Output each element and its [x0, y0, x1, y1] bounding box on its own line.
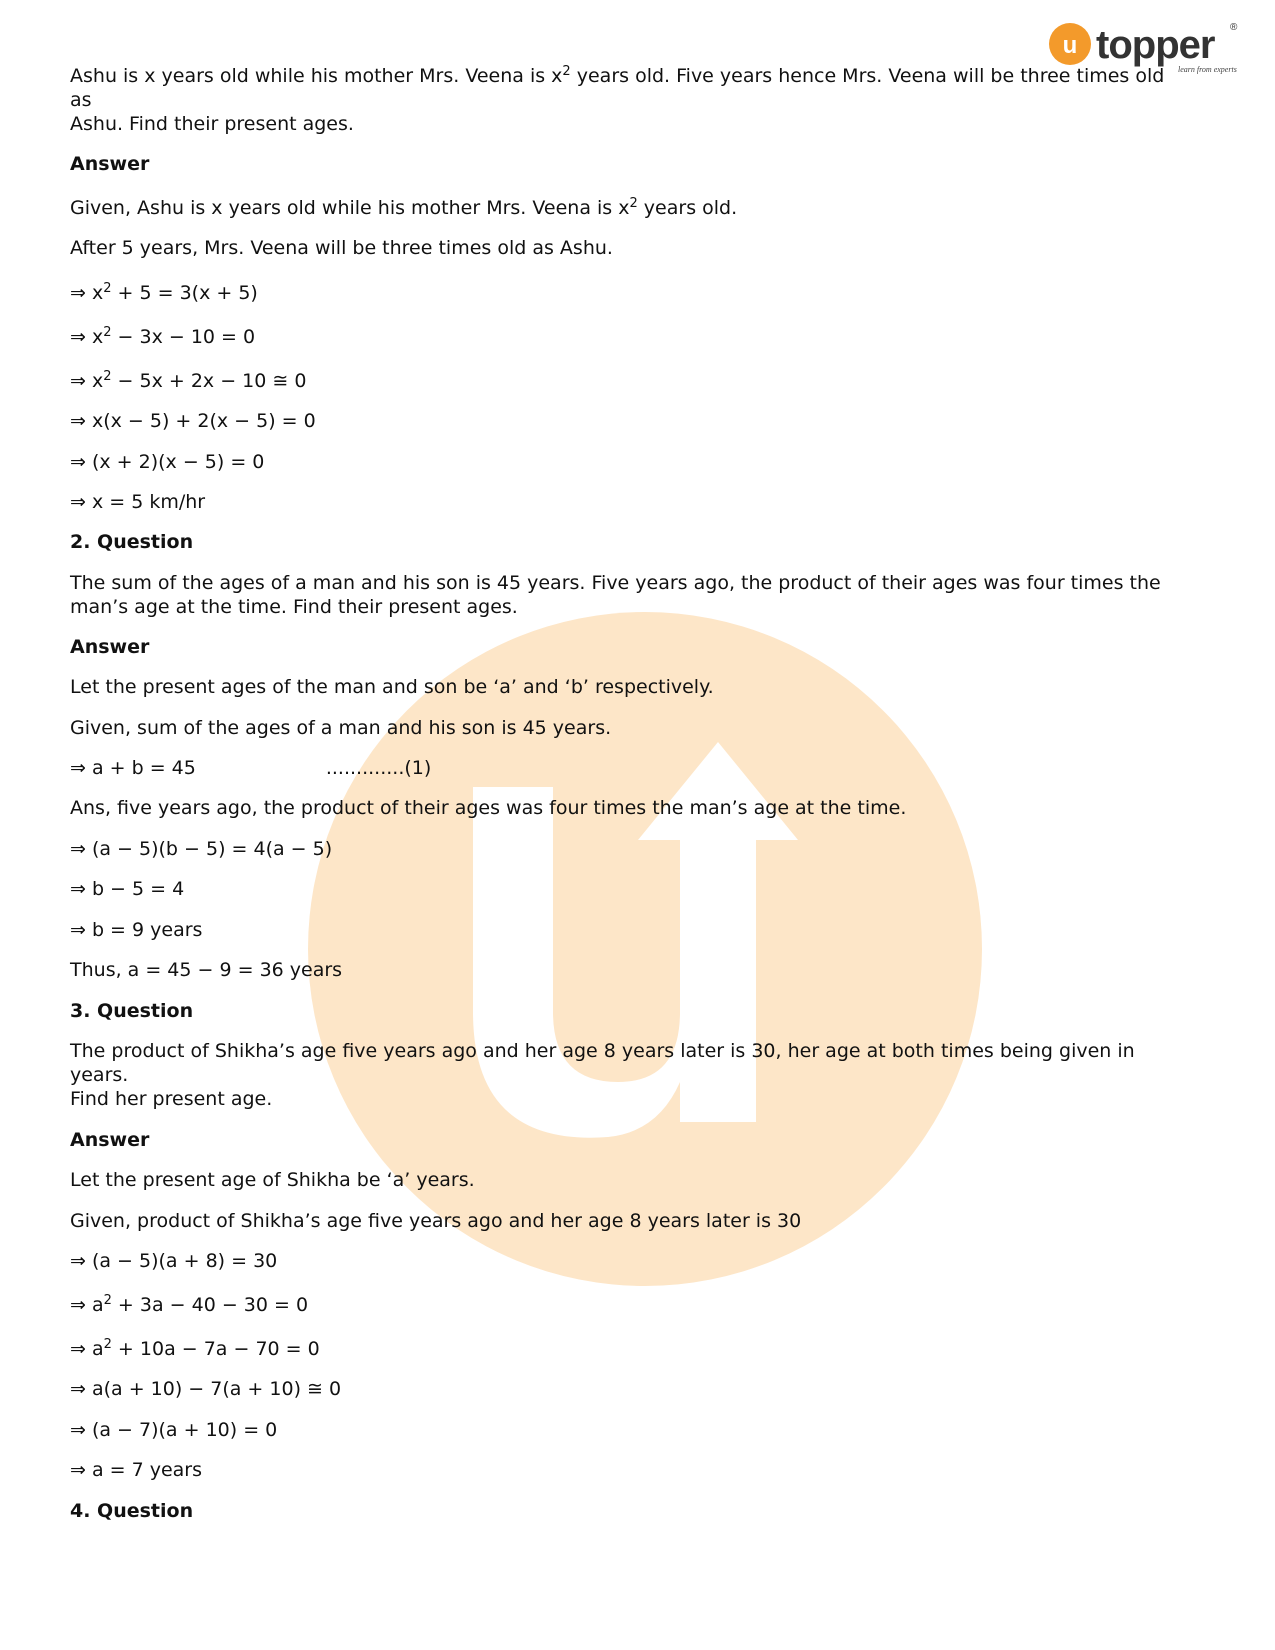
q2-answer-label: Answer: [70, 636, 150, 658]
q1-step-2: ⇒ $x^2 - 3x - 10 = 0$: [70, 325, 256, 348]
q1-step-5: ⇒ (x + 2)(x − 5) = 0: [70, 451, 265, 473]
q2-step-1: ⇒ (a − 5)(b − 5) = 4(a − 5): [70, 838, 333, 860]
q3-step-1: ⇒ (a − 5)(a + 8) = 30: [70, 1250, 278, 1272]
q3-step-4: ⇒ a(a + 10) − 7(a + 10) ≅ 0: [70, 1378, 342, 1400]
q1-step-4: ⇒ x(x − 5) + 2(x − 5) = 0: [70, 410, 316, 432]
q2-heading: 2. Question: [70, 531, 194, 553]
q2-ans: Ans, five years ago, the product of their ages was four times the man’s age at the time.: [70, 797, 907, 819]
q1-answer-label: Answer: [70, 153, 150, 175]
q3-given: Given, product of Shikha’s age five years ago and her age 8 years later is 30: [70, 1210, 802, 1232]
q3-step-5: ⇒ (a − 7)(a + 10) = 0: [70, 1419, 278, 1441]
q3-heading: 3. Question: [70, 1000, 194, 1022]
q3-text-line2: Find her present age.: [70, 1088, 273, 1110]
q3-step-2: ⇒ $a^2 + 3a - 40 - 30 = 0$: [70, 1293, 309, 1316]
q2-given: Given, sum of the ages of a man and his son is 45 years.: [70, 717, 612, 739]
q3-step-3: ⇒ $a^2 + 10a - 7a - 70 = 0$: [70, 1337, 320, 1360]
q2-equation-1: ⇒ a + b = 45 .............(1): [70, 757, 432, 779]
q1-after: After 5 years, Mrs. Veena will be three times old as Ashu.: [70, 237, 613, 259]
q2-step-4: Thus, a = 45 − 9 = 36 years: [70, 959, 343, 981]
q2-step-3: ⇒ b = 9 years: [70, 919, 203, 941]
q3-text-line1: The product of Shikha’s age five years ago and her age 8 years later is 30, her age at both times being given in years.: [70, 1040, 1135, 1086]
equation-ref-1: .............(1): [325, 757, 432, 779]
q2-text-line2: man’s age at the time. Find their present ages.: [70, 596, 518, 618]
q1-step-3: ⇒ $x^2 - 5x + 2x - 10$ ≅ 0: [70, 369, 307, 392]
logo-tagline: learn from experts: [1178, 65, 1237, 74]
q1-given: Given, Ashu is x years old while his mother Mrs. Veena is $x^2$ years old.: [70, 196, 738, 219]
logo-brand: topper: [1096, 23, 1215, 67]
q4-heading: 4. Question: [70, 1500, 194, 1522]
q1-step-6: ⇒ x = 5 km/hr: [70, 491, 206, 513]
q3-let: Let the present age of Shikha be ‘a’ years.: [70, 1169, 475, 1191]
q2-let: Let the present ages of the man and son be ‘a’ and ‘b’ respectively.: [70, 676, 714, 698]
logo-u-letter: u: [1062, 32, 1078, 59]
topper-logo: [1048, 20, 1248, 80]
logo-registered-mark: ®: [1230, 22, 1238, 33]
intro-question-line2: Ashu. Find their present ages.: [70, 113, 354, 135]
q3-answer-label: Answer: [70, 1129, 150, 1151]
q2-step-2: ⇒ b − 5 = 4: [70, 878, 185, 900]
q2-text-line1: The sum of the ages of a man and his son is 45 years. Five years ago, the product of their ages was four times the: [70, 572, 1161, 594]
intro-question-line1: Ashu is x years old while his mother Mrs. Veena is $x^2$ years old. Five years hence Mrs. Veena will be three times old as: [70, 64, 1165, 111]
q3-step-6: ⇒ a = 7 years: [70, 1459, 203, 1481]
document-content: [70, 58, 1190, 1523]
q1-step-1: ⇒ $x^2 + 5 = 3(x + 5)$: [70, 281, 258, 304]
